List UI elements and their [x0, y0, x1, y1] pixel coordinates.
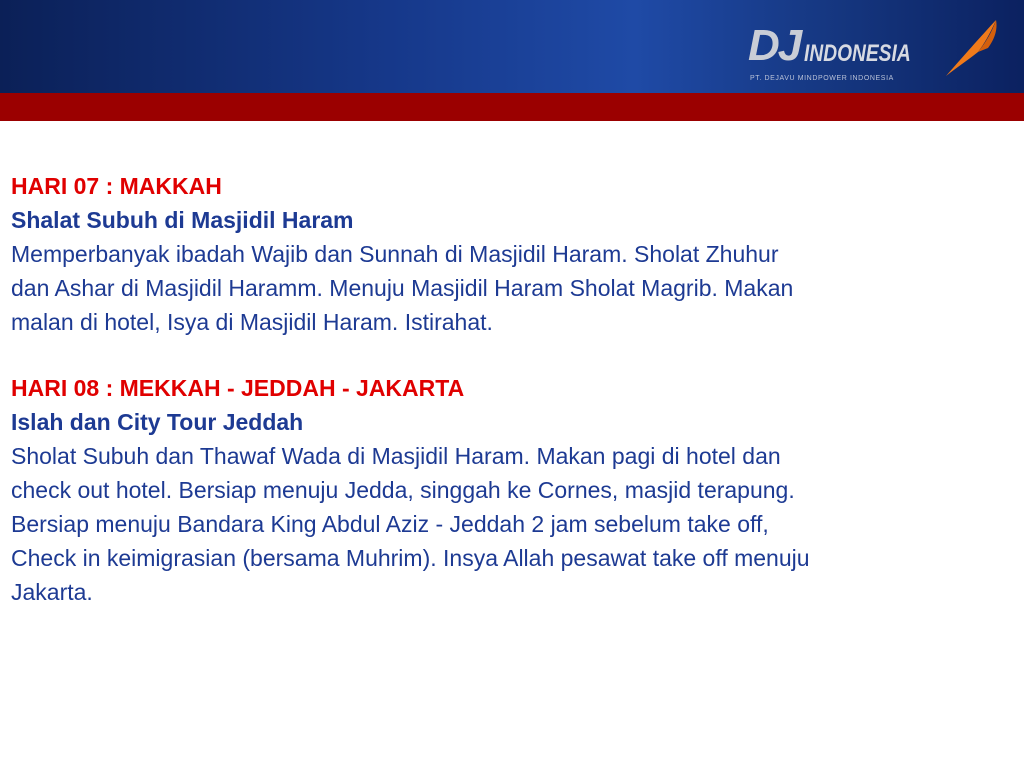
description-line: Check in keimigrasian (bersama Muhrim). Insya Allah pesawat take off menuju [11, 545, 810, 571]
logo-subtitle: PT. DEJAVU MINDPOWER INDONESIA [750, 75, 894, 82]
day-title: HARI 07 : MAKKAH [11, 173, 222, 199]
logo-swoosh-icon [938, 16, 1004, 82]
company-logo [748, 20, 1008, 90]
activity-title: Islah dan City Tour Jeddah [11, 409, 304, 435]
itinerary-day-section [11, 371, 1011, 609]
day-title: HARI 08 : MEKKAH - JEDDAH - JAKARTA [11, 375, 465, 401]
description-line: Sholat Subuh dan Thawaf Wada di Masjidil Haram. Makan pagi di hotel dan [11, 443, 781, 469]
activity-description [11, 237, 1011, 339]
logo-wordmark: INDONESIA [804, 40, 911, 67]
itinerary-day-section [11, 169, 1011, 339]
description-line: malan di hotel, Isya di Masjidil Haram. Istirahat. [11, 309, 493, 335]
description-line: Jakarta. [11, 579, 93, 605]
logo-dj-mark: DJ [748, 21, 801, 70]
description-line: Memperbanyak ibadah Wajib dan Sunnah di Masjidil Haram. Sholat Zhuhur [11, 241, 779, 267]
description-line: dan Ashar di Masjidil Haramm. Menuju Masjidil Haram Sholat Magrib. Makan [11, 275, 794, 301]
header-red-stripe [0, 93, 1024, 121]
activity-description [11, 439, 1011, 609]
activity-title: Shalat Subuh di Masjidil Haram [11, 207, 354, 233]
description-line: check out hotel. Bersiap menuju Jedda, singgah ke Cornes, masjid terapung. [11, 477, 795, 503]
description-line: Bersiap menuju Bandara King Abdul Aziz - Jeddah 2 jam sebelum take off, [11, 511, 769, 537]
itinerary-content [11, 169, 1011, 609]
